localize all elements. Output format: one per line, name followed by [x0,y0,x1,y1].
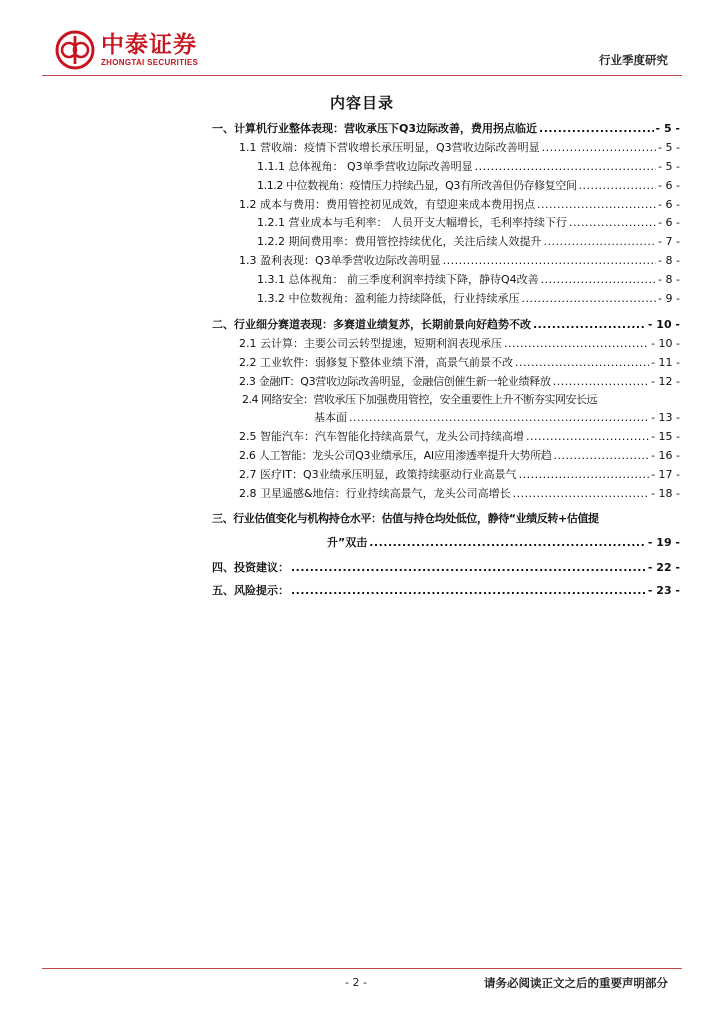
toc-entry-page: - 15 - [651,430,680,443]
toc-entry-page: - 10 - [647,318,680,331]
toc-entry-page: - 11 - [651,356,680,369]
toc-entry-section-3[interactable] [212,512,680,526]
page-header [0,0,724,90]
toc-entry-title: 2.6 人工智能：龙头公司Q3业绩承压，AI应用渗透率提升大势所趋 [239,449,552,462]
toc-entry-1-2-1[interactable] [257,216,680,230]
toc-entry-2-4-continued[interactable] [314,411,680,425]
toc-leader-dots [569,216,656,230]
toc-entry-page: - 10 - [651,337,680,350]
toc-entry-1-3-1[interactable] [257,273,680,287]
toc-leader-dots [539,122,654,136]
document-type-label: 行业季度研究 [599,53,668,67]
zhongtai-logo-icon [55,30,95,70]
toc-entry-page: - 6 - [658,216,680,229]
toc-entry-title-continued: 基本面 [314,411,347,424]
toc-entry-section-3-continued[interactable] [327,536,680,550]
toc-entry-section-1[interactable] [212,122,680,136]
toc-entry-page: - 12 - [651,375,680,388]
toc-entry-1-2[interactable] [239,198,680,212]
page-number: - 2 - [345,976,367,989]
toc-entry-section-4[interactable] [212,561,680,575]
toc-leader-dots [513,487,649,501]
toc-entry-page: - 5 - [655,122,680,135]
toc-entry-title: 1.2 成本与费用：费用管控初见成效，有望迎来成本费用拐点 [239,198,535,211]
toc-entry-title: 三、行业估值变化与机构持仓水平：估值与持仓均处低位，静待“业绩反转+估值提 [212,512,599,525]
toc-entry-page: - 13 - [651,411,680,424]
toc-entry-title: 2.1 云计算：主要公司云转型提速，短期利润表现承压 [239,337,502,350]
toc-entry-page: - 7 - [658,235,680,248]
toc-entry-section-5[interactable] [212,584,680,598]
toc-entry-title: 二、行业细分赛道表现：多赛道业绩复苏，长期前景向好趋势不改 [212,318,531,331]
footer-divider [42,968,682,969]
toc-entry-2-7[interactable] [239,468,680,482]
toc-entry-1-2-2[interactable] [257,235,680,249]
toc-entry-1-1-1[interactable] [257,160,680,174]
toc-entry-page: - 6 - [658,198,680,211]
toc-entry-title: 1.2.2 期间费用率：费用管控持续优化，关注后续人效提升 [257,235,542,248]
logo-en-text: ZHONGTAI SECURITIES [101,58,199,67]
toc-leader-dots [291,561,646,575]
logo-cn-text: 中泰证券 [101,32,197,58]
toc-entry-2-5[interactable] [239,430,680,444]
toc-leader-dots [541,273,656,287]
toc-leader-dots [443,254,656,268]
toc-entry-page: - 22 - [647,561,680,574]
toc-leader-dots [554,449,650,463]
toc-entry-1-3[interactable] [239,254,680,268]
toc-leader-dots [537,198,656,212]
toc-entry-2-8[interactable] [239,487,680,501]
toc-entry-page: - 8 - [658,254,680,267]
toc-entry-page: - 9 - [658,292,680,305]
toc-entry-title: 1.2.1 营业成本与毛利率： 人员开支大幅增长，毛利率持续下行 [257,216,567,229]
toc-entry-2-3[interactable] [239,375,680,389]
toc-entry-title: 五、风险提示： [212,584,289,597]
toc-entry-page: - 23 - [647,584,680,597]
toc-entry-title: 1.3.2 中位数视角：盈利能力持续降低，行业持续承压 [257,292,520,305]
toc-leader-dots [475,160,656,174]
toc-entry-page: - 5 - [658,141,680,154]
toc-leader-dots [504,337,649,351]
toc-entry-title: 四、投资建议： [212,561,289,574]
header-divider [42,75,682,76]
toc-leader-dots [533,318,646,332]
toc-entry-section-2[interactable] [212,318,680,332]
toc-entry-2-4[interactable] [242,393,680,407]
toc-leader-dots [521,292,656,306]
toc-entry-page: - 17 - [651,468,680,481]
toc-leader-dots [519,468,649,482]
company-logo [55,28,198,72]
toc-entry-page: - 16 - [651,449,680,462]
toc-entry-2-2[interactable] [239,356,680,370]
toc-entry-title-continued: 升”双击 [327,536,368,549]
toc-entry-title: 1.3 盈利表现：Q3单季营收边际改善明显 [239,254,441,267]
toc-entry-title: 2.3 金融IT：Q3营收边际改善明显，金融信创催生新一轮业绩释放 [239,375,551,388]
disclaimer-note: 请务必阅读正文之后的重要声明部分 [484,976,668,990]
toc-entry-title: 2.7 医疗IT：Q3业绩承压明显，政策持续驱动行业高景气 [239,468,517,481]
toc-entry-title: 1.1 营收端：疫情下营收增长承压明显，Q3营收边际改善明显 [239,141,540,154]
toc-entry-title: 2.2 工业软件：弱修复下整体业绩下滑，高景气前景不改 [239,356,513,369]
toc-entry-1-1[interactable] [239,141,680,155]
toc-leader-dots [526,430,649,444]
toc-entry-page: - 8 - [658,273,680,286]
toc-entry-page: - 19 - [647,536,680,549]
toc-entry-title: 1.1.2 中位数视角：疫情压力持续凸显，Q3有所改善但仍存修复空间 [257,179,577,192]
toc-leader-dots [291,584,646,598]
toc-entry-2-6[interactable] [239,449,680,463]
toc-entry-title: 2.8 卫星遥感&地信：行业持续高景气，龙头公司高增长 [239,487,511,500]
toc-entry-page: - 6 - [658,179,680,192]
toc-entry-1-1-2[interactable] [257,179,680,193]
toc-entry-2-1[interactable] [239,337,680,351]
toc-entry-1-3-2[interactable] [257,292,680,306]
toc-title: 内容目录 [329,94,394,112]
toc-leader-dots [579,179,657,193]
toc-entry-title: 1.3.1 总体视角： 前三季度利润率持续下降，静待Q4改善 [257,273,539,286]
toc-entry-title: 2.5 智能汽车：汽车智能化持续高景气，龙头公司持续高增 [239,430,524,443]
toc-entry-page: - 5 - [658,160,680,173]
toc-entry-title: 一、计算机行业整体表现：营收承压下Q3边际改善，费用拐点临近 [212,122,538,135]
toc-leader-dots [542,141,656,155]
toc-entry-title: 2.4 网络安全：营收承压下加强费用管控，安全重要性上升不断夯实网安长远 [242,393,597,406]
toc-leader-dots [515,356,649,370]
toc-leader-dots [543,235,656,249]
toc-entry-page: - 18 - [651,487,680,500]
toc-leader-dots [553,375,649,389]
toc-entry-title: 1.1.1 总体视角： Q3单季营收边际改善明显 [257,160,473,173]
toc-leader-dots [369,536,646,550]
toc-leader-dots [349,411,649,425]
